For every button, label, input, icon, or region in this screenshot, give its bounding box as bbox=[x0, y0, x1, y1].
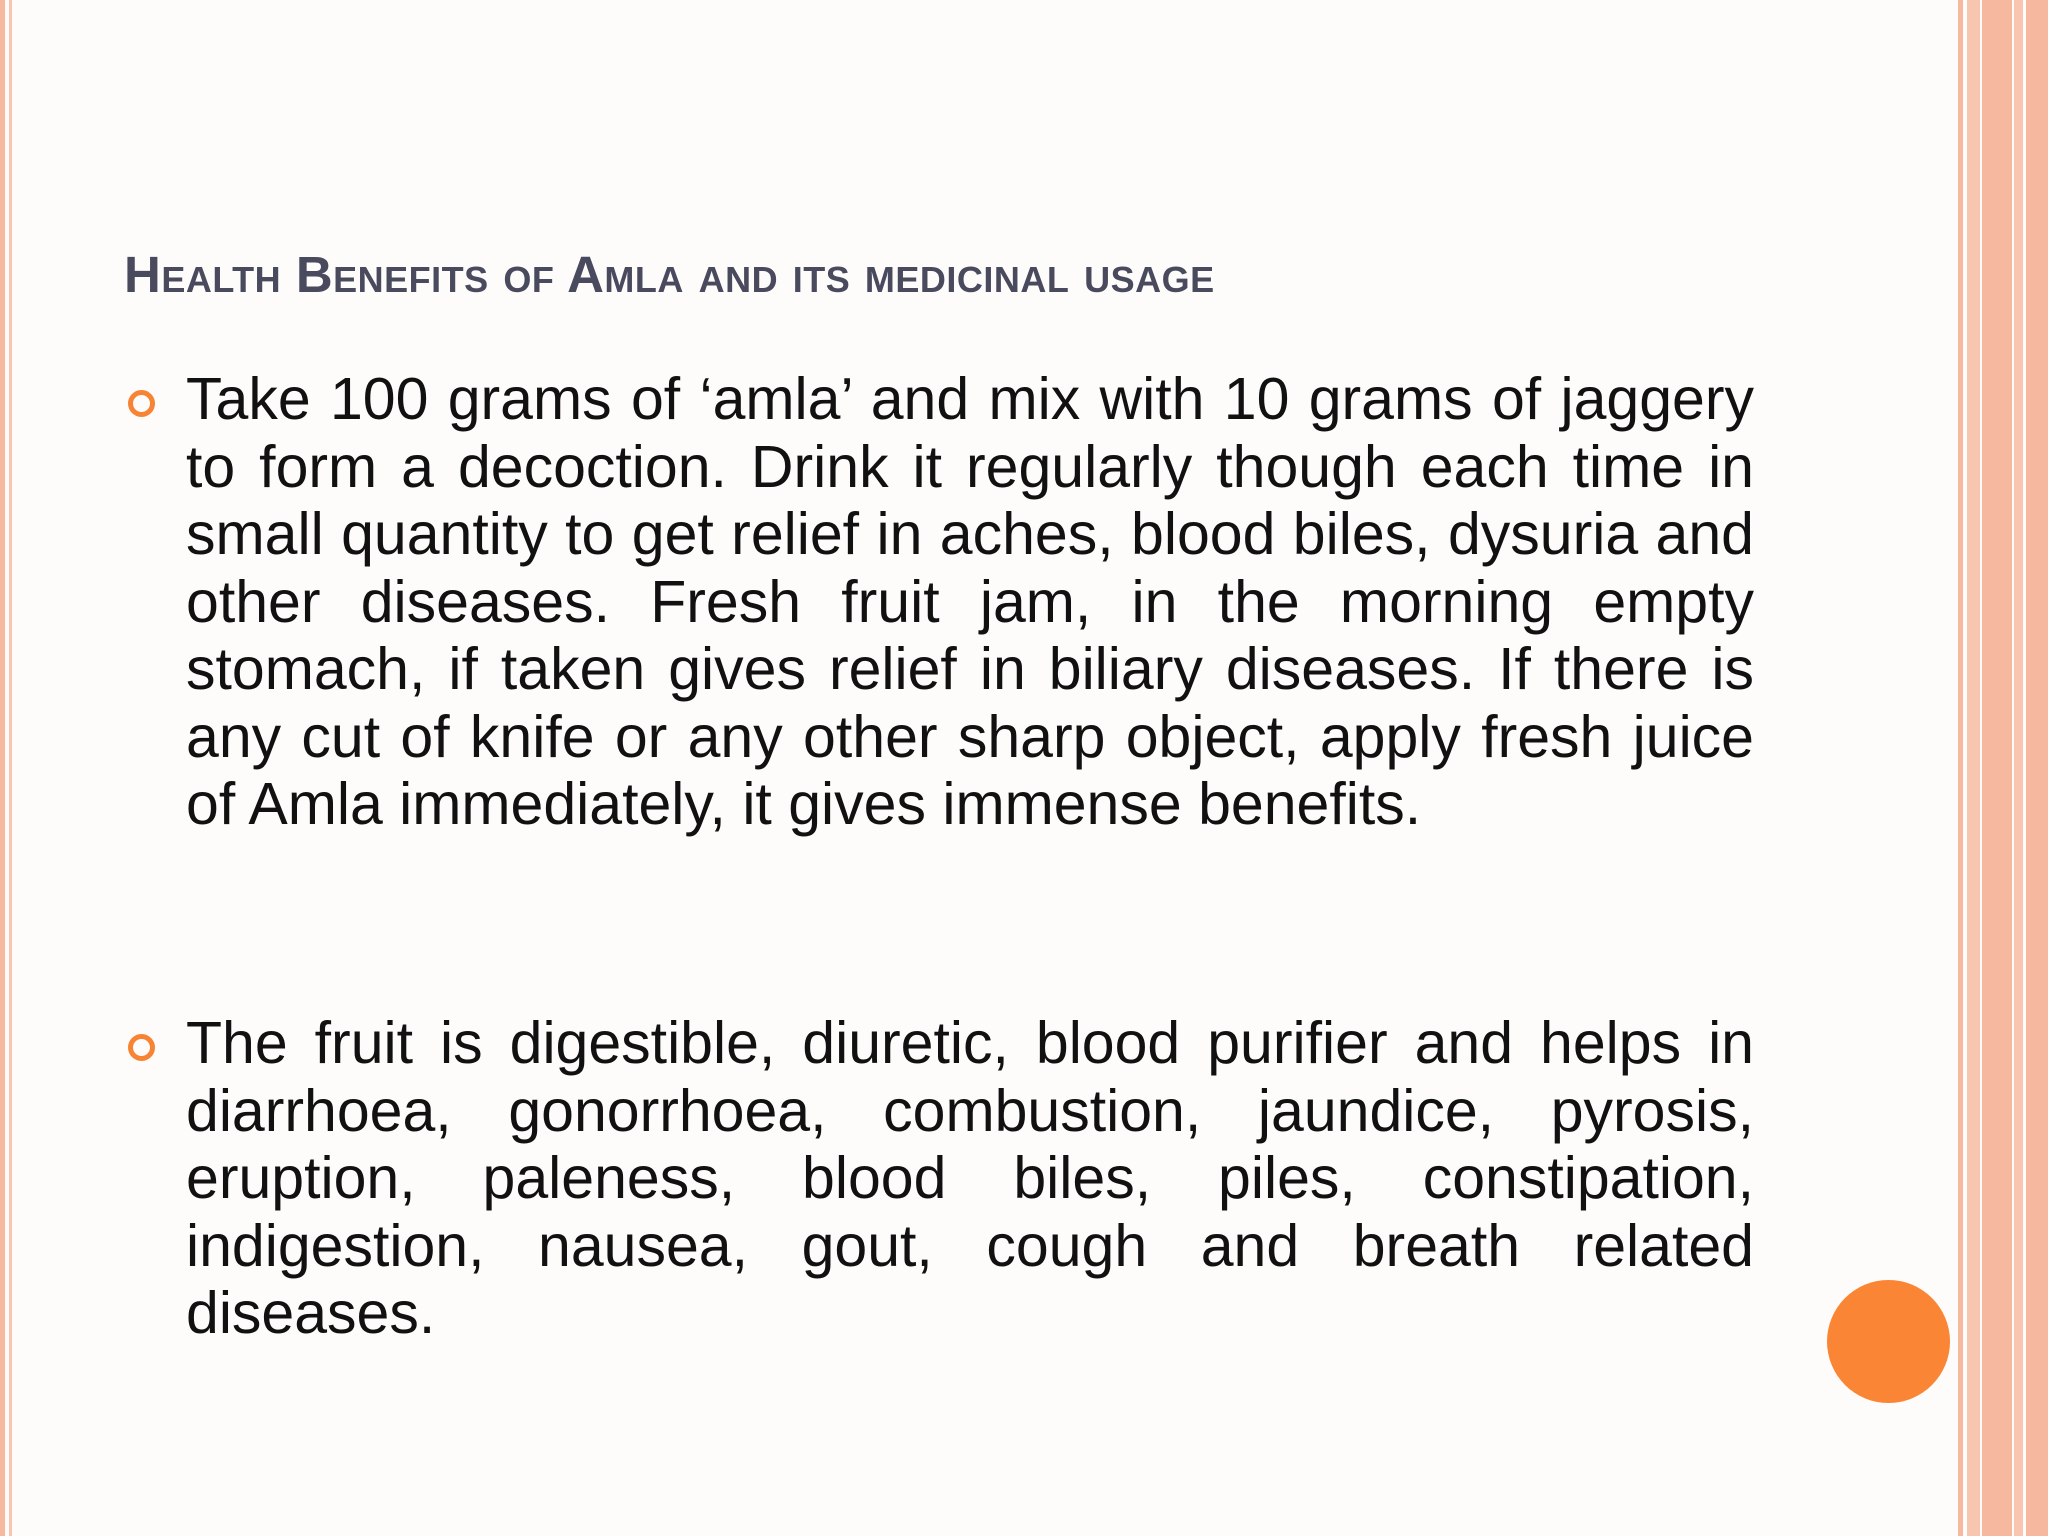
right-border-stripe bbox=[1958, 0, 1963, 1536]
left-border-stripe bbox=[9, 0, 12, 1536]
bullet-text: The fruit is digestible, diuretic, blood purifier and helps in diarrhoea, gonorrhoea, combustion, jaundice, pyrosis, eruption, paleness, blood biles, piles, constipation, indigestion, nausea, gout, cough and breath related diseases. bbox=[186, 1010, 1754, 1346]
right-border-stripe bbox=[2014, 0, 2023, 1536]
bullet-item bbox=[124, 366, 1756, 839]
right-border-stripe bbox=[1982, 0, 2012, 1536]
left-border-stripe bbox=[0, 0, 5, 1536]
right-border-stripe bbox=[2026, 0, 2048, 1536]
slide-title: Health Benefits of Amla and its medicinal usage bbox=[124, 246, 1215, 303]
bullet-text: Take 100 grams of ‘amla’ and mix with 10 grams of jaggery to form a decoction. Drink it regularly though each time in small quantity to get relief in aches, blood biles, dysuria and other diseases. Fresh fruit jam, in the morning empty stomach, if taken gives relief in biliary diseases. If there is any cut of knife or any other sharp object, apply fresh juice of Amla immediately, it gives immense benefits. bbox=[186, 366, 1754, 837]
decorative-orange-circle bbox=[1827, 1280, 1950, 1403]
bullet-item bbox=[124, 1010, 1756, 1348]
bullet-circle-icon bbox=[128, 1034, 155, 1061]
bullet-circle-icon bbox=[128, 390, 155, 417]
right-border-stripe bbox=[1967, 0, 1980, 1536]
